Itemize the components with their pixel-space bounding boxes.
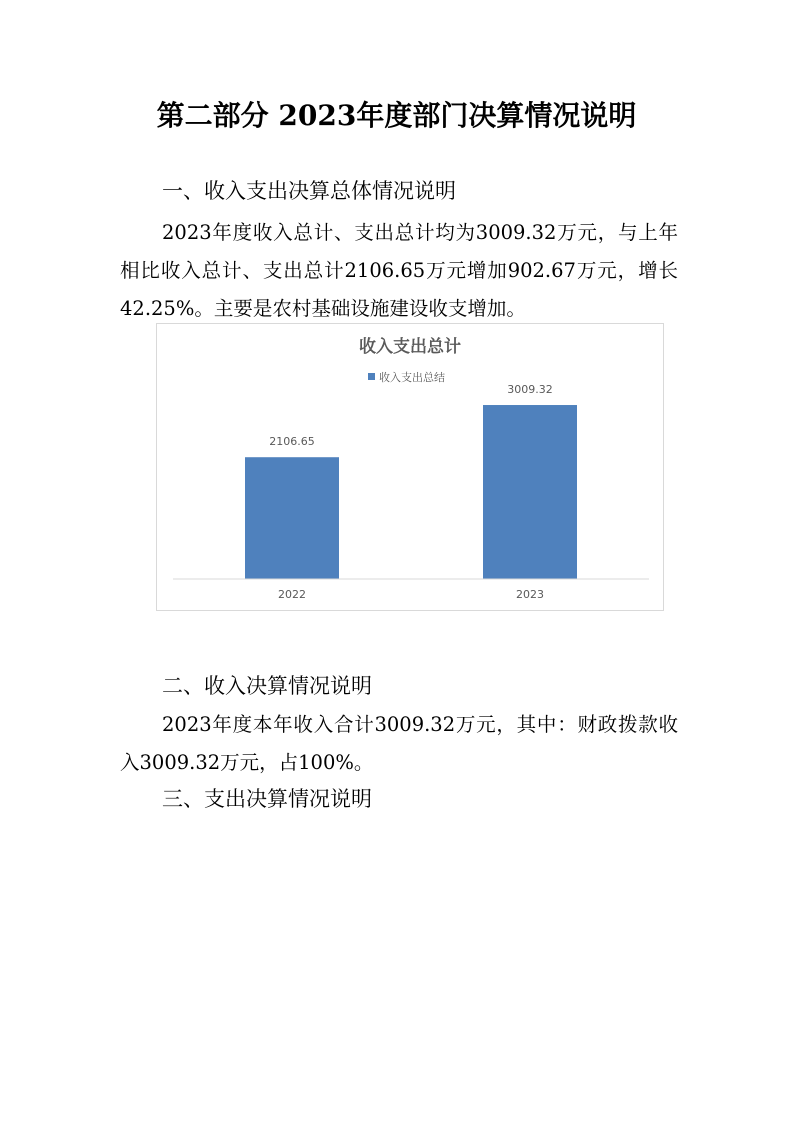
x-tick-label-2023: 2023 xyxy=(516,588,544,601)
chart-marks xyxy=(245,383,577,601)
section3-heading: 三、支出决算情况说明 xyxy=(162,787,372,811)
chart-frame xyxy=(156,323,664,611)
section1-paragraph xyxy=(120,214,678,328)
page-title: 第二部分 2023年度部门决算情况说明 xyxy=(156,99,637,132)
bar-2023 xyxy=(483,405,577,579)
section2-paragraph-text: 2023年度本年收入合计3009.32万元，其中：财政拨款收入3009.32万元，占100%。 xyxy=(120,713,678,774)
section2-heading: 二、收入决算情况说明 xyxy=(162,674,372,698)
x-tick-label-2022: 2022 xyxy=(278,588,306,601)
data-label-2023: 3009.32 xyxy=(507,383,553,397)
legend-swatch xyxy=(368,373,375,380)
section1-heading: 一、收入支出决算总体情况说明 xyxy=(162,179,456,203)
bar-2022 xyxy=(245,457,339,579)
legend-label: 收入支出总结 xyxy=(379,371,445,384)
chart-title: 收入支出总计 xyxy=(359,337,461,357)
section1-paragraph-text: 2023年度收入总计、支出总计均为3009.32万元，与上年相比收入总计、支出总计2106.65万元增加902.67万元，增长42.25%。主要是农村基础设施建设收支增加。 xyxy=(120,221,678,320)
data-label-2022: 2106.65 xyxy=(269,435,315,449)
bar-chart xyxy=(157,324,663,610)
section2-paragraph xyxy=(120,706,678,782)
